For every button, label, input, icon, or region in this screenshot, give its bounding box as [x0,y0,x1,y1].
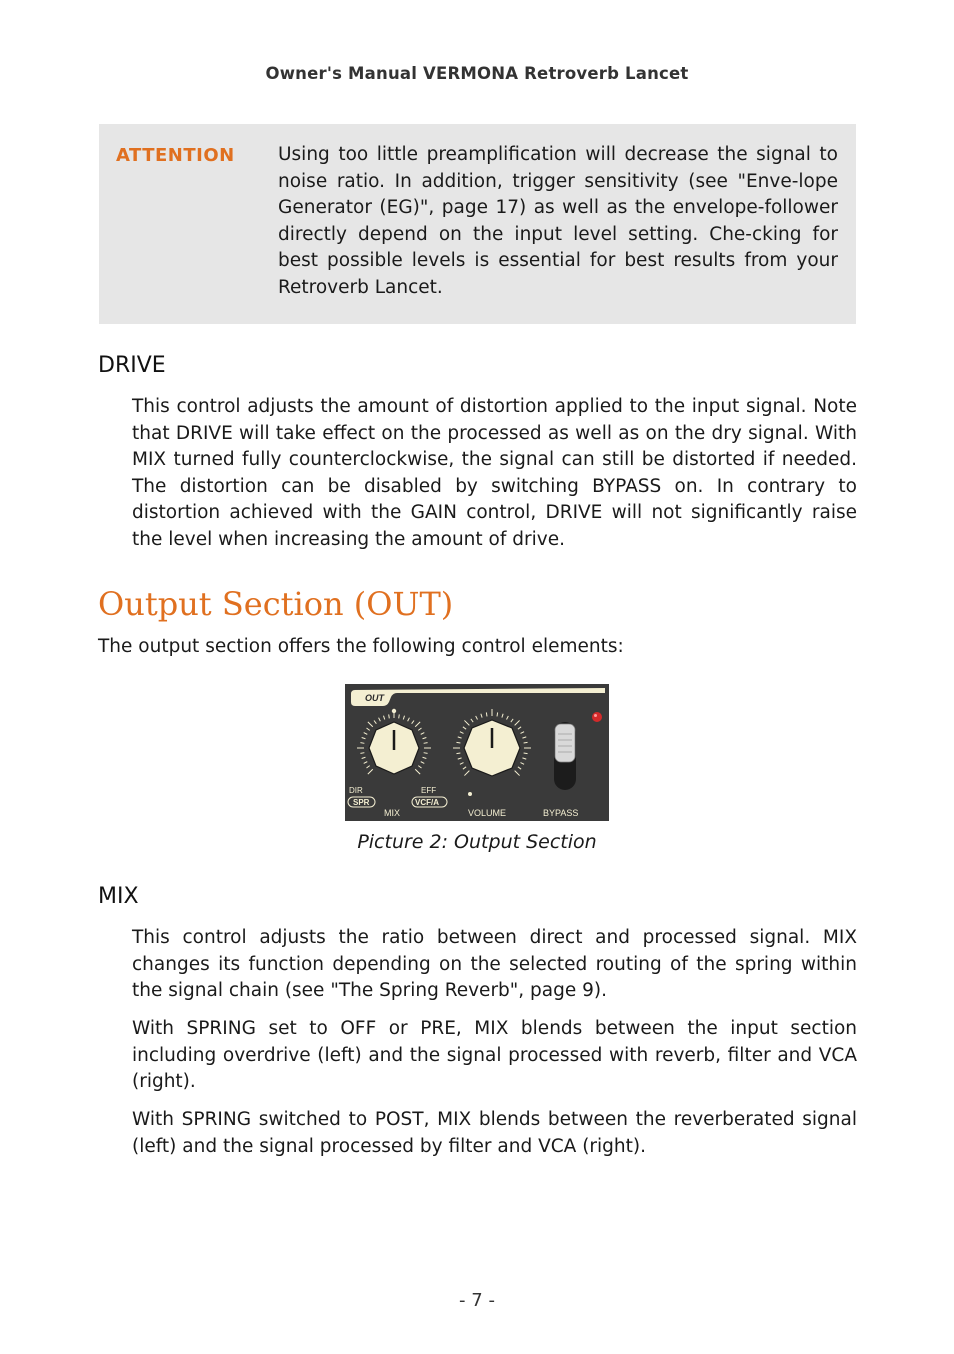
output-panel-illustration [345,684,609,821]
output-section-heading: Output Section (OUT) [98,585,454,623]
drive-heading: DRIVE [98,353,166,378]
page-header: Owner's Manual VERMONA Retroverb Lancet [265,64,689,83]
knob-tick [424,753,428,754]
mix-label: MIX [384,808,401,818]
led-highlight [594,714,597,717]
bypass-label: BYPASS [543,808,579,818]
figure-caption: Picture 2: Output Section [357,831,597,853]
mix-paragraph-2: With SPRING set to OFF or PRE, MIX blends between the input section including overdrive (left) and the signal processed with reverb, filter and VCA (right). [132,1018,857,1093]
bypass-switch[interactable] [554,722,576,790]
knob-tick [456,753,460,754]
panel-label: OUT [365,693,384,703]
attention-text: Using too little preamplification will decrease the signal to noise ratio. In addition, trigger sensitivity (see "Enve-lope Generator (EG)", page 17) as well as the envelope-follower directly depend on the input level setting. Che-cking for best possible levels is essential for best results from your Retroverb Lancet. [278,144,838,298]
page-number: - 7 - [459,1290,495,1311]
knob-tick [360,753,364,754]
knob-tick [486,712,487,716]
vcfa-label: VCF/A [415,798,439,807]
knob-tick [399,714,400,718]
output-section-intro: The output section offers the following control elements: [98,636,624,657]
mix-paragraph-3: With SPRING switched to POST, MIX blends between the reverberated signal (left) and the signal processed by filter and VCA (right). [132,1109,857,1157]
mix-paragraph-1: This control adjusts the ratio between direct and processed signal. MIX changes its function depending on the selected routing of the spring within the signal chain (see "The Spring Reverb", page 9). [132,927,857,1002]
attention-label: ATTENTION [116,145,235,166]
eff-label: EFF [421,786,437,795]
knob-tick [524,742,528,743]
knob-tick [360,743,364,744]
volume-label: VOLUME [468,808,507,818]
output-section-figure [345,684,609,821]
dir-label: DIR [349,786,363,795]
knob-tick [497,712,498,716]
mix-center-dot [392,709,396,713]
knob-tick [456,742,460,743]
volume-min-dot [468,792,472,796]
knob-tick [389,714,390,718]
drive-text: This control adjusts the amount of distortion applied to the input signal. Note that DRIVE will take effect on the processed as well as on the dry signal. With MIX turned fully counterclockwise, the signal can still be distorted if needed. The distortion can be disabled by switching BYPASS on. In contrary to distortion achieved with the GAIN control, DRIVE will not significantly raise the level when increasing the amount of drive. [132,396,857,550]
led-icon [592,712,602,722]
spr-label: SPR [353,798,370,807]
knob-tick [424,743,428,744]
knob-tick [524,753,528,754]
mix-heading: MIX [98,884,139,909]
bypass-switch-lever [555,724,575,762]
attention-box [99,124,856,324]
